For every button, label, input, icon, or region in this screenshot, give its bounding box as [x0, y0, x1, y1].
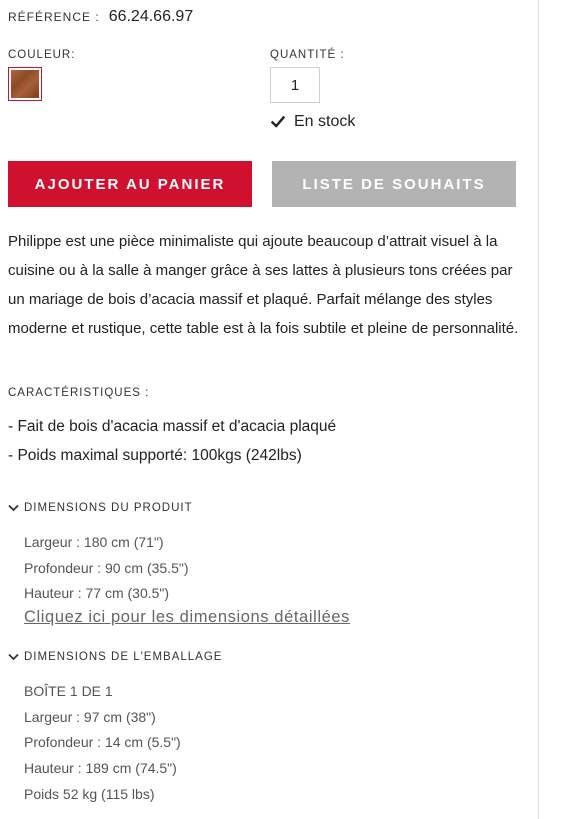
reference-value: 66.24.66.97 — [108, 8, 194, 25]
dimension-line: Profondeur : 14 cm (5.5") — [24, 734, 181, 751]
stock-status — [271, 113, 355, 131]
quantity-input[interactable] — [270, 67, 320, 103]
color-label: COULEUR: — [8, 49, 76, 61]
product-dimensions-toggle[interactable] — [8, 502, 193, 514]
checkmark-icon — [271, 115, 285, 129]
reference-row — [8, 8, 193, 26]
packaging-dimensions-header: DIMENSIONS DE L'EMBALLAGE — [24, 651, 223, 663]
product-description: Philippe est une pièce minimaliste qui ajoute beaucoup d’attrait visuel à la cuisine ou à la salle à manger grâce à ses lattes à plusieurs tons créées par un mariage de bois d’acacia massif et plaqué. Parfait mélange des styles moderne et rustique, cette table est à la fois subtile et pleine de personnalité. — [8, 233, 519, 337]
add-to-cart-button[interactable]: AJOUTER AU PANIER — [8, 161, 252, 207]
product-dimensions-list — [24, 530, 189, 607]
detailed-dimensions-link[interactable]: Cliquez ici pour les dimensions détaillées — [24, 608, 351, 626]
color-swatch[interactable] — [8, 67, 42, 101]
product-dimensions-header: DIMENSIONS DU PRODUIT — [24, 502, 193, 514]
dimension-line: Largeur : 97 cm (38") — [24, 708, 156, 725]
packaging-dimensions-toggle[interactable] — [8, 651, 222, 663]
packaging-dimensions-list — [24, 679, 181, 808]
reference-label: RÉFÉRENCE : — [8, 10, 100, 24]
chevron-down-icon — [8, 504, 19, 512]
quantity-label: QUANTITÉ : — [270, 49, 345, 61]
feature-item: - Poids maximal supporté: 100kgs (242lbs) — [8, 447, 302, 464]
features-list — [8, 412, 336, 470]
panel-divider — [538, 0, 539, 819]
chevron-down-icon — [8, 653, 19, 661]
dimension-line: Hauteur : 77 cm (30.5") — [24, 585, 170, 602]
dimension-line: Profondeur : 90 cm (35.5") — [24, 559, 189, 576]
stock-text: En stock — [294, 113, 356, 130]
dimension-line: Poids 52 kg (115 lbs) — [24, 785, 155, 802]
packaging-box-label: BOÎTE 1 DE 1 — [24, 683, 113, 699]
color-swatch-wood-texture — [11, 70, 39, 98]
feature-item: - Fait de bois d'acacia massif et d'acacia plaqué — [8, 418, 337, 435]
dimension-line: Hauteur : 189 cm (74.5") — [24, 760, 177, 777]
features-label: CARACTÉRISTIQUES : — [8, 387, 150, 399]
dimension-line: Largeur : 180 cm (71") — [24, 534, 164, 550]
wishlist-button[interactable]: LISTE DE SOUHAITS — [272, 161, 516, 207]
